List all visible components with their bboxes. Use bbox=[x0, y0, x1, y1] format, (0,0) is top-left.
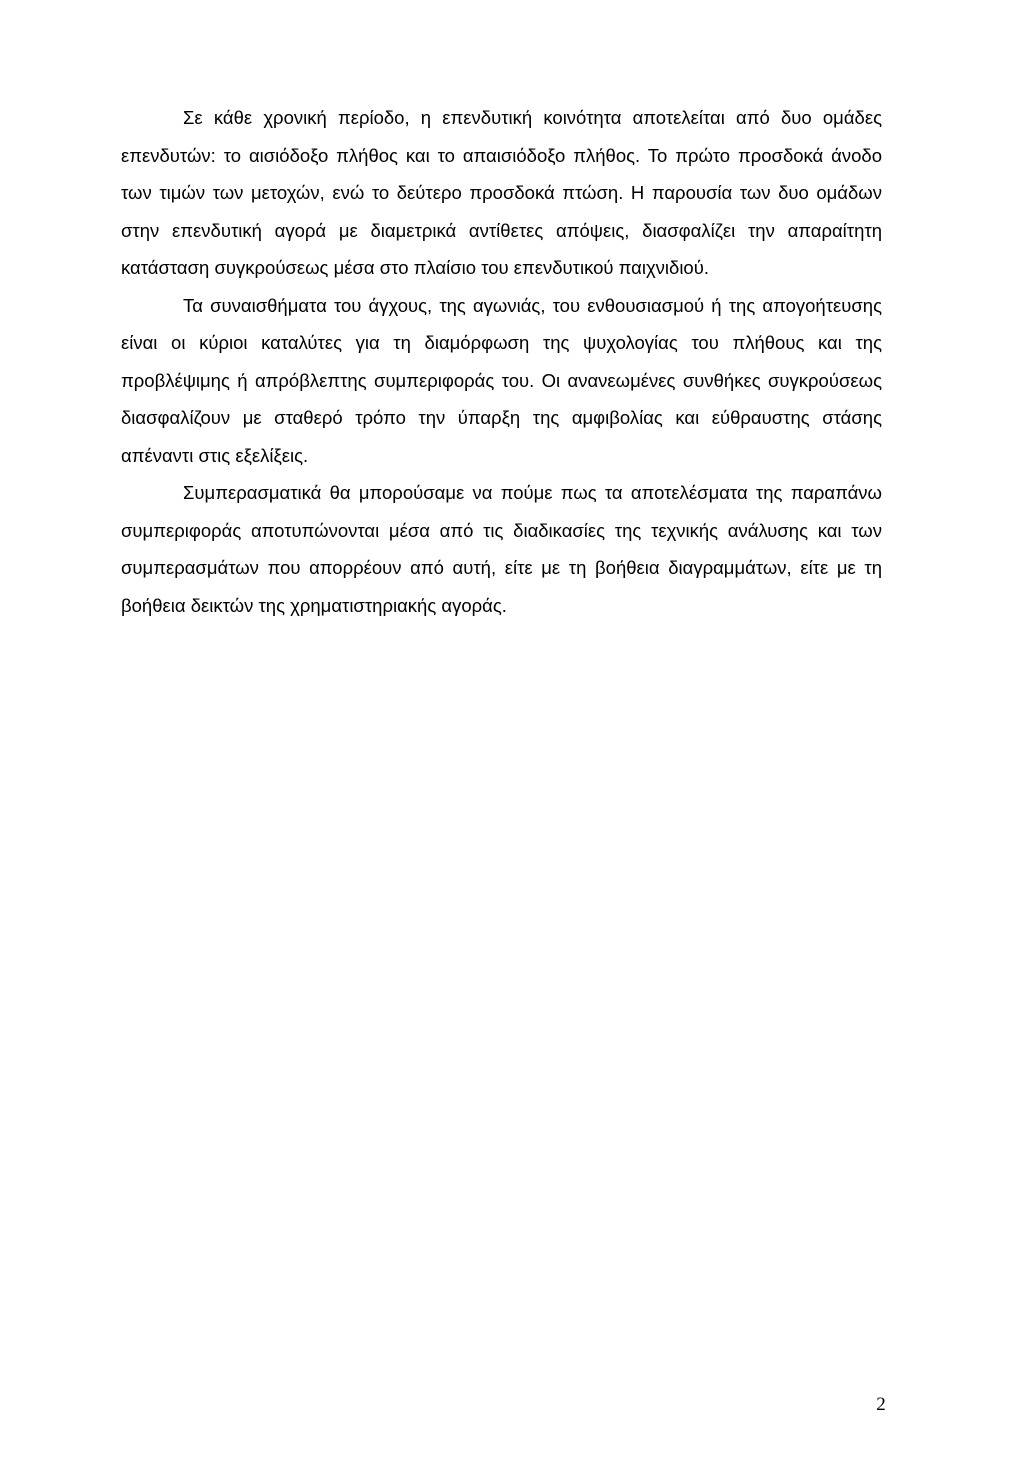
paragraph-3: Συμπερασματικά θα μπορούσαμε να πούμε πως τα αποτελέσματα της παραπάνω συμπεριφοράς αποτυπώνονται μέσα από τις διαδικασίες της τεχνικής ανάλυσης και των συμπερασμάτων που απορρέουν από αυτή, είτε με τη βοήθεια διαγραμμάτων, είτε με τη βοήθεια δεικτών της χρηματιστηριακής αγοράς. bbox=[121, 482, 882, 616]
paragraph-1: Σε κάθε χρονική περίοδο, η επενδυτική κοινότητα αποτελείται από δυο ομάδες επενδυτών: το αισιόδοξο πλήθος και το απαισιόδοξο πλήθος. Το πρώτο προσδοκά άνοδο των τιμών των μετοχών, ενώ το δεύτερο προσδοκά πτώση. Η παρουσία των δυο ομάδων στην επενδυτική αγορά με διαμετρικά αντίθετες απόψεις, διασφαλίζει την απαραίτητη κατάσταση συγκρούσεως μέσα στο πλαίσιο του επενδυτικού παιχνιδιού. bbox=[121, 107, 882, 278]
document-body bbox=[121, 99, 882, 624]
page-number: 2 bbox=[876, 1394, 886, 1415]
paragraph-2: Τα συναισθήματα του άγχους, της αγωνιάς, του ενθουσιασμού ή της απογοήτευσης είναι οι κύριοι καταλύτες για τη διαμόρφωση της ψυχολογίας του πλήθους και της προβλέψιμης ή απρόβλεπτης συμπεριφοράς του. Οι ανανεωμένες συνθήκες συγκρούσεως διασφαλίζουν με σταθερό τρόπο την ύπαρξη της αμφιβολίας και εύθραυστης στάσης απέναντι στις εξελίξεις. bbox=[121, 294, 882, 466]
